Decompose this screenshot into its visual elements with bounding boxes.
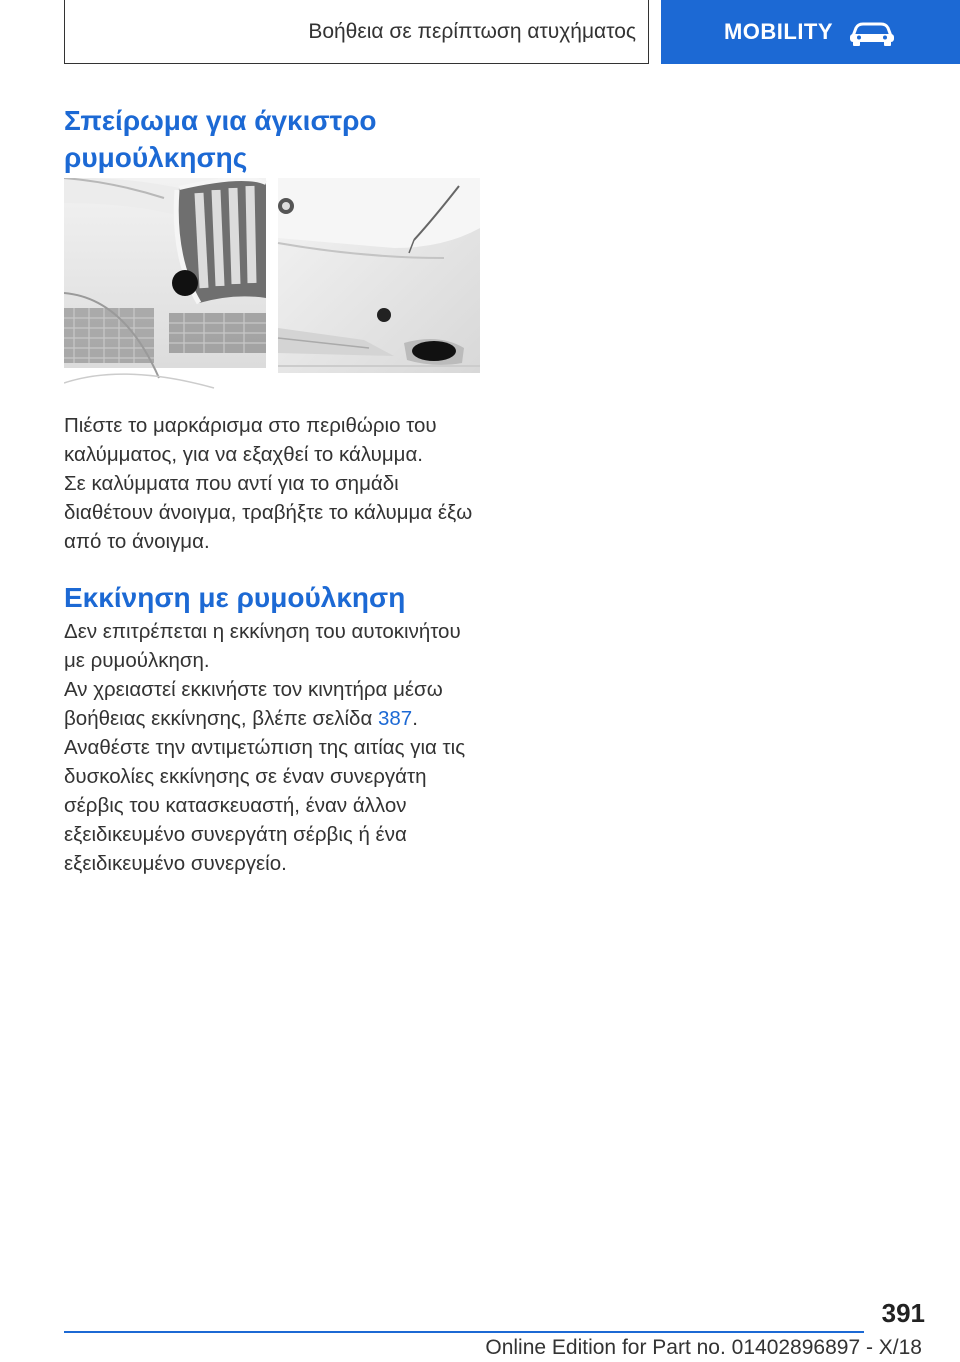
mobility-tab[interactable] [661,0,960,64]
section-title-tow-hook-thread: Σπείρωμα για άγκιστρο ρυμούλκησης [64,105,377,173]
footer-divider [64,1331,864,1333]
tow-start-paragraph-1: Δεν επιτρέπεται η εκκίνηση του αυτοκινήτου με ρυμούλκηση. [64,620,461,672]
tow-start-paragraph-2-end: . [412,707,418,730]
section-title-tow-start: Εκκίνηση με ρυμούλκηση [64,582,406,613]
page-reference-link[interactable]: 387 [378,707,413,730]
front-bumper-photo [64,178,266,396]
instruction-paragraph-1: Πιέστε το μαρκάρισμα στο περιθώριο του καλύμματος, για να εξαχθεί το κάλυμμα. [64,414,437,466]
footer-edition-text: Online Edition for Part no. 01402896897 - X/18 [485,1336,922,1359]
car-icon [847,18,897,46]
header-title: Βοήθεια σε περίπτωση ατυχήματος [308,19,636,43]
instruction-paragraph-2: Σε καλύμματα που αντί για το σημάδι διαθέτουν άνοιγμα, τραβήξτε το κάλυμμα έξω από το άνοιγμα. [64,472,473,553]
header-section-title-box [64,0,649,64]
rear-bumper-photo [278,178,480,373]
tow-start-paragraph-2-text: Αν χρειαστεί εκκινήστε τον κινητήρα μέσω βοήθειας εκκίνησης, βλέπε σελίδα [64,678,443,730]
mobility-tab-label: MOBILITY [723,19,834,44]
page-number: 391 [881,1298,925,1328]
bumper-figure [64,178,480,396]
tow-start-paragraph-3: Αναθέστε την αντιμετώπιση της αιτίας για τις δυσκολίες εκκίνησης σε έναν συνεργάτη σέρβις του κατασκευαστή, έναν άλλον εξειδικευμένο συνεργάτη σέρβις ή ένα εξειδικευμένο συνεργείο. [64,736,466,875]
tow-start-paragraph-2 [64,675,484,733]
